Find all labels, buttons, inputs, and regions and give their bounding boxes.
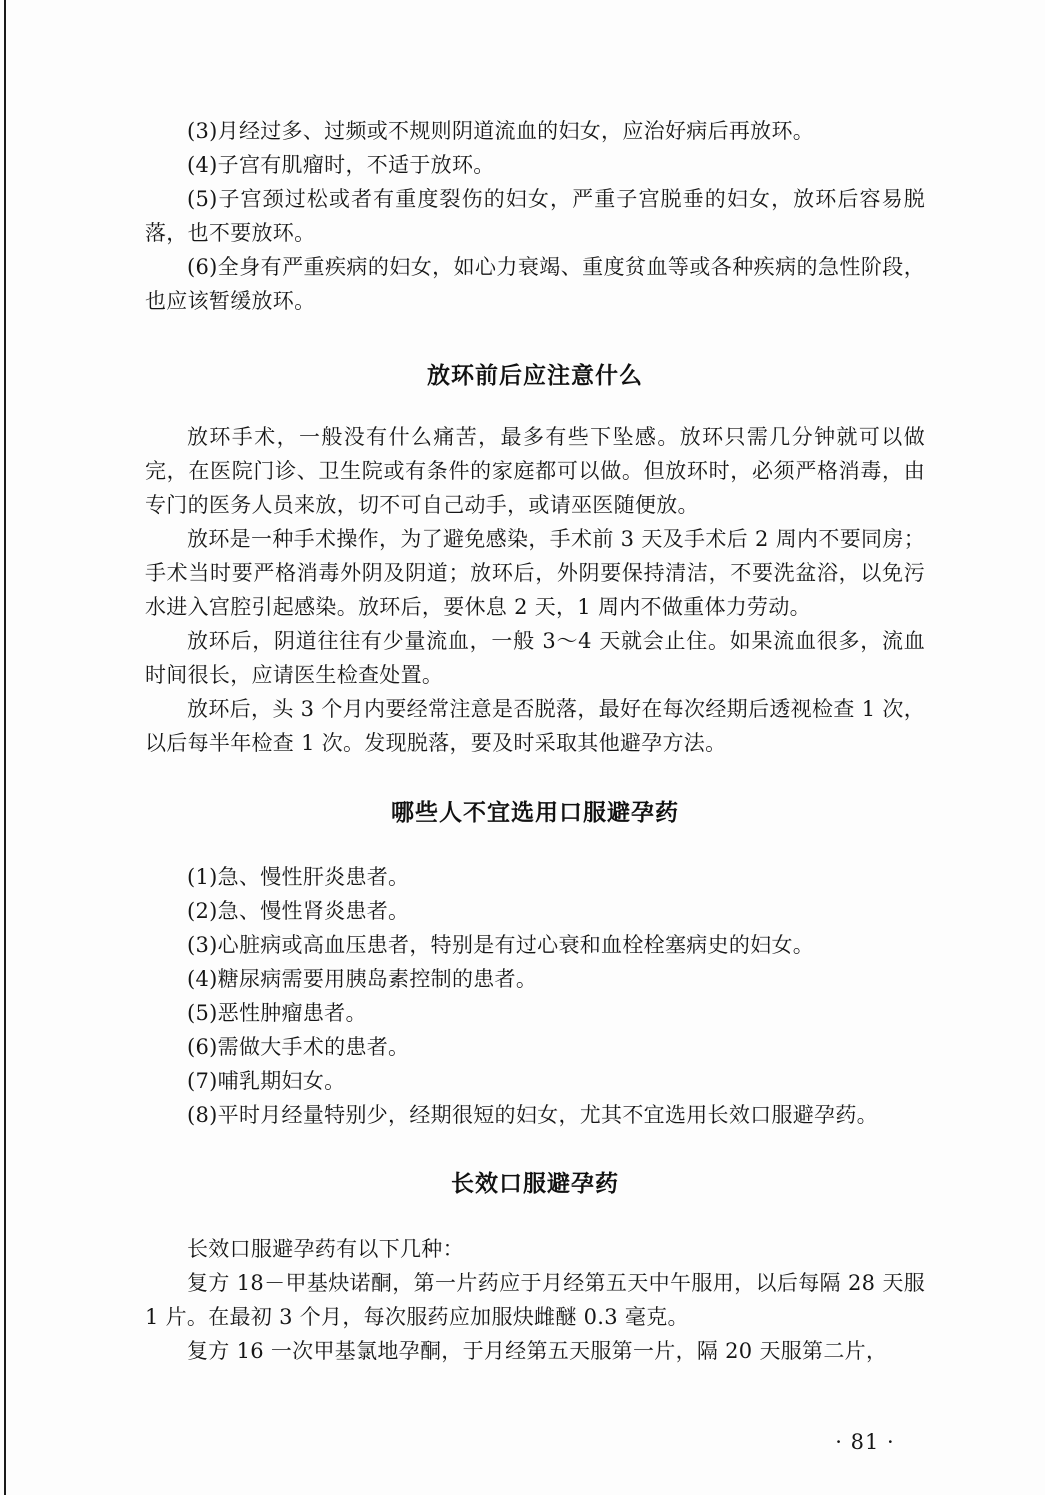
section-title-contraindications: 哪些人不宜选用口服避孕药 bbox=[391, 800, 679, 826]
list-item: (4)糖尿病需要用胰岛素控制的患者。 bbox=[187, 967, 538, 991]
intro-paragraph: (5)子宫颈过松或者有重度裂伤的妇女，严重子宫脱垂的妇女，放环后容易脱落，也不要放环。 bbox=[145, 187, 925, 245]
body-paragraph: 放环后，头 3 个月内要经常注意是否脱落，最好在每次经期后透视检查 1 次，以后每半年检查 1 次。发现脱落，要及时采取其他避孕方法。 bbox=[145, 697, 925, 755]
body-paragraph: 放环手术，一般没有什么痛苦，最多有些下坠感。放环只需几分钟就可以做完，在医院门诊、卫生院或有条件的家庭都可以做。但放环时，必须严格消毒，由专门的医务人员来放，切不可自己动手，或请巫医随便放。 bbox=[145, 425, 925, 517]
intro-text-block bbox=[145, 114, 925, 318]
intro-paragraph: (6)全身有严重疾病的妇女，如心力衰竭、重度贫血等或各种疾病的急性阶段，也应该暂缓放环。 bbox=[145, 255, 925, 313]
list-item: (7)哺乳期妇女。 bbox=[187, 1069, 346, 1093]
body-paragraph: 复方 16 一次甲基氯地孕酮，于月经第五天服第一片，隔 20 天服第二片， bbox=[187, 1339, 888, 1363]
section-title-iud-care: 放环前后应注意什么 bbox=[427, 363, 643, 389]
page-edge-line bbox=[4, 0, 6, 1495]
list-item: (6)需做大手术的患者。 bbox=[187, 1035, 410, 1059]
intro-paragraph: (4)子宫有肌瘤时，不适于放环。 bbox=[187, 153, 495, 177]
body-paragraph: 放环后，阴道往往有少量流血，一般 3～4 天就会止住。如果流血很多，流血时间很长，应请医生检查处置。 bbox=[145, 629, 925, 687]
list-item: (5)恶性肿瘤患者。 bbox=[187, 1001, 367, 1025]
page-number: · 81 · bbox=[835, 1430, 895, 1454]
body-paragraph: 复方 18－甲基炔诺酮，第一片药应于月经第五天中午服用，以后每隔 28 天服 1 片。在最初 3 个月，每次服药应加服炔雌醚 0.3 毫克。 bbox=[145, 1271, 925, 1329]
intro-paragraph: (3)月经过多、过频或不规则阴道流血的妇女，应治好病后再放环。 bbox=[187, 119, 815, 143]
section-body-long-acting-pills bbox=[145, 1232, 925, 1368]
body-paragraph: 放环是一种手术操作，为了避免感染，手术前 3 天及手术后 2 周内不要同房；手术当时要严格消毒外阴及阴道；放环后，外阴要保持清洁，不要洗盆浴，以免污水进入宫腔引起感染。放环后，要休息 2 天，1 周内不做重体力劳动。 bbox=[145, 527, 925, 619]
body-paragraph: 长效口服避孕药有以下几种： bbox=[187, 1237, 464, 1261]
list-item: (3)心脏病或高血压患者，特别是有过心衰和血栓栓塞病史的妇女。 bbox=[187, 933, 815, 957]
list-item: (2)急、慢性肾炎患者。 bbox=[187, 899, 410, 923]
section-body-iud-care bbox=[145, 420, 925, 760]
list-item: (8)平时月经量特别少，经期很短的妇女，尤其不宜选用长效口服避孕药。 bbox=[187, 1103, 878, 1127]
section-title-long-acting-pills: 长效口服避孕药 bbox=[451, 1171, 619, 1197]
list-item: (1)急、慢性肝炎患者。 bbox=[187, 865, 410, 889]
section-list-contraindications bbox=[145, 860, 925, 1132]
